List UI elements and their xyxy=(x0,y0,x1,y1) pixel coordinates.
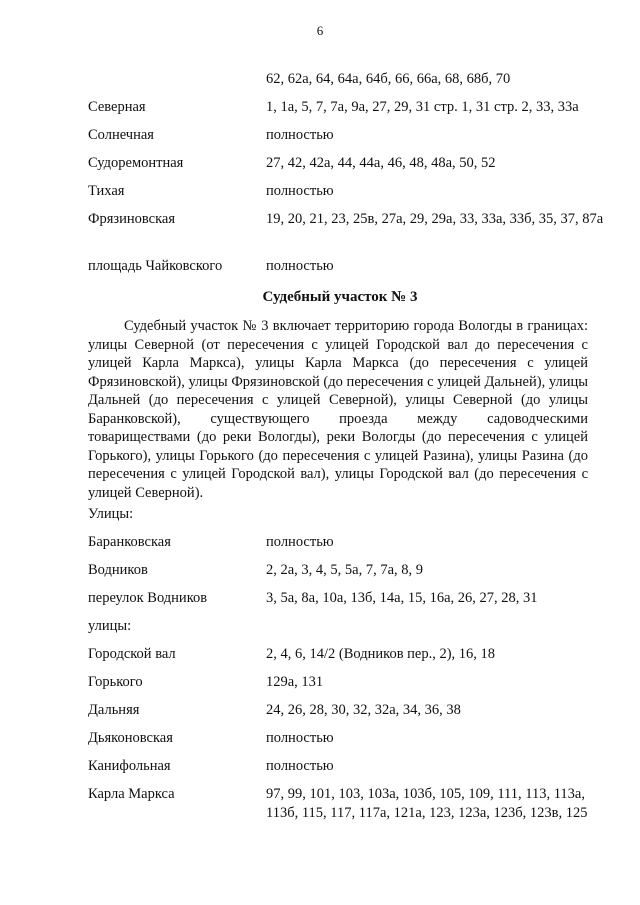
page-number: 6 xyxy=(316,23,324,38)
street-name: Дальняя xyxy=(88,702,140,718)
street-name: Судоремонтная xyxy=(88,155,184,171)
street-name: Фрязиновская xyxy=(88,211,175,227)
section-title: Судебный участок № 3 xyxy=(262,289,418,305)
house-numbers: 3, 5а, 8а, 10а, 13б, 14а, 15, 16а, 26, 27, 28, 31 xyxy=(266,590,538,606)
house-numbers: 1, 1а, 5, 7, 7а, 9а, 27, 29, 31 стр. 1, 31 стр. 2, 33, 33а xyxy=(266,99,579,115)
house-numbers: 97, 99, 101, 103, 103а, 103б, 105, 109, 111, 113, 113а, 113б, 115, 117, 117а, 121а, 123, 123а, 123б, 123в, 125 xyxy=(266,786,588,821)
street-name: Городской вал xyxy=(88,646,176,662)
house-numbers: полностью xyxy=(266,258,334,274)
street-name: Баранковская xyxy=(88,534,171,550)
street-name: Солнечная xyxy=(88,127,154,143)
house-numbers: 2, 4, 6, 14/2 (Водников пер., 2), 16, 18 xyxy=(266,646,496,662)
house-numbers: полностью xyxy=(266,730,334,746)
street-name: площадь Чайковского xyxy=(88,258,223,274)
house-numbers: 27, 42, 42а, 44, 44а, 46, 48, 48а, 50, 52 xyxy=(266,155,496,171)
street-name: Водников xyxy=(88,562,148,578)
streets-heading: Улицы: xyxy=(88,506,134,522)
house-numbers: 24, 26, 28, 30, 32, 32а, 34, 36, 38 xyxy=(266,702,461,718)
street-name: переулок Водников xyxy=(88,590,208,606)
street-name: Северная xyxy=(88,99,146,115)
house-numbers: 2, 2а, 3, 4, 5, 5а, 7, 7а, 8, 9 xyxy=(266,562,424,578)
section-description xyxy=(88,317,588,502)
house-numbers: полностью xyxy=(266,534,334,550)
house-numbers: 19, 20, 21, 23, 25в, 27а, 29, 29а, 33, 33а, 33б, 35, 37, 87а xyxy=(266,211,604,227)
house-numbers: 129а, 131 xyxy=(266,674,324,690)
street-name: Тихая xyxy=(88,183,125,199)
street-name: Карла Маркса xyxy=(88,786,175,802)
house-numbers: 62, 62а, 64, 64а, 64б, 66, 66а, 68, 68б, 70 xyxy=(266,71,511,87)
house-numbers: полностью xyxy=(266,183,334,199)
street-name: Канифольная xyxy=(88,758,171,774)
house-numbers: полностью xyxy=(266,758,334,774)
description-text: Судебный участок № 3 включает территорию города Вологды в границах: улицы Северной (от пересечения с улицей Городской вал до пересечения с улицей Карла Маркса), улицы Карла Маркса (до пересечения с улицей Фрязиновской), улицы Фрязиновской (до пересечения с улицей Дальней), улицы Дальней (до пересечения с улицей Северной), улицы Северной (до улицы Баранковской), существующего проезда между садоводческими товариществами (до реки Вологды), реки Вологды (до пересечения с улицей Горького), улицы Горького (до пересечения с улицей Разина), улицы Разина (до пересечения с улицей Городской вал), улицы Городской вал (до пересечения с улицей Северной). xyxy=(88,318,588,501)
street-name: Горького xyxy=(88,674,143,690)
street-name: Дьяконовская xyxy=(88,730,173,746)
house-numbers: полностью xyxy=(266,127,334,143)
streets-subheading: улицы: xyxy=(88,618,132,634)
